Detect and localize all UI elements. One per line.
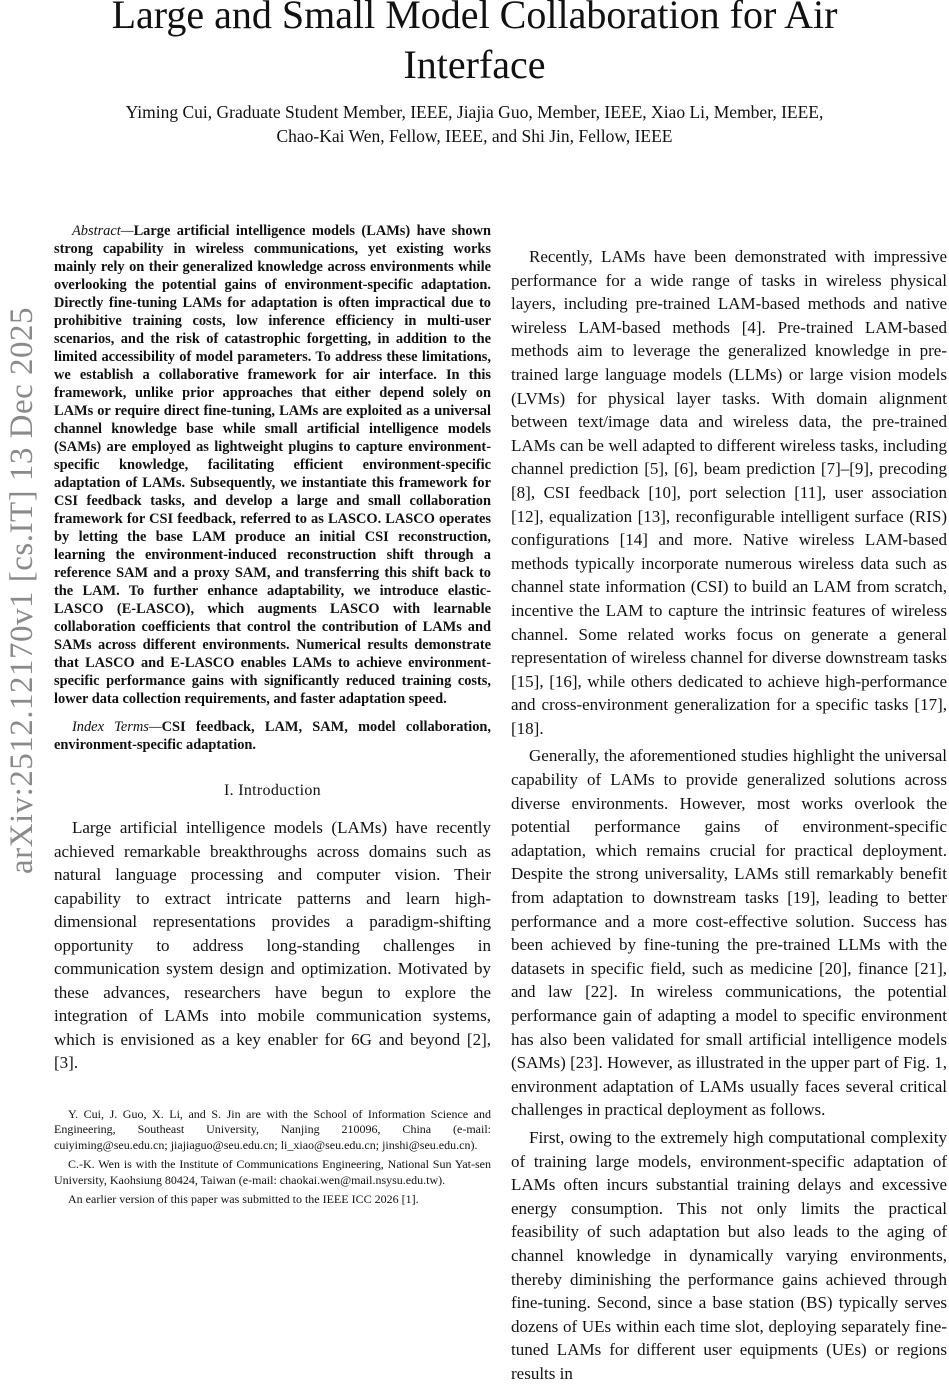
body-paragraph-challenges: First, owing to the extremely high computational complexity of training large models, environment-specific adaptation of LAMs often incurs substantial training delays and excessive energy consumption. This not only limits the practical feasibility of such adaptation but also leads to the aging of channel knowledge in dynamically varying environments, thereby diminishing the performance gains achieved through fine-tuning. Second, since a base station (BS) typically serves dozens of UEs within each time slot, deploying separately fine-tuned LAMs for different user equipments (UEs) or regions results in — [511, 1127, 947, 1383]
intro-paragraph-1: Large artificial intelligence models (LAMs) have recently achieved remarkable breakthroughs across domains such as natural language processing and computer vision. Their capability to extract intricate patterns and learn high-dimensional representations provides a paradigm-shifting opportunity to address long-standing challenges in communication system design and optimization. Motivated by these advances, researchers have begun to explore the integration of LAMs into mobile communication systems, which is envisioned as a key enabler for 6G and beyond [2], [3]. — [54, 818, 491, 1072]
footnotes — [54, 1107, 491, 1208]
index-terms — [54, 718, 491, 754]
footnote-affiliation-seu: Y. Cui, J. Guo, X. Li, and S. Jin are with the School of Information Science and Engineering, Southeast University, Nanjing 210096, China (e-mail: cuiyiming@seu.edu.cn; jiajiaguo@seu.edu.cn; li_xiao@seu.edu.cn; jinshi@seu.edu.cn). — [54, 1106, 491, 1152]
author-list — [90, 100, 859, 148]
paper-title: Large and Small Model Collaboration for Air Interface — [111, 0, 838, 87]
section-heading-introduction: I. Introduction — [224, 782, 321, 799]
right-column — [511, 245, 947, 1390]
authors-line-1: Yiming Cui, Graduate Student Member, IEEE, Jiajia Guo, Member, IEEE, Xiao Li, Member, IEEE, — [125, 102, 824, 122]
footnote-affiliation-nsysu: C.-K. Wen is with the Institute of Communications Engineering, National Sun Yat-sen University, Kaohsiung 80424, Taiwan (e-mail: chaokai.wen@mail.nsysu.edu.tw). — [54, 1157, 491, 1187]
index-terms-text: CSI feedback, LAM, SAM, model collaboration, environment-specific adaptation. — [54, 719, 492, 753]
body-paragraph-lam-methods: Recently, LAMs have been demonstrated with impressive performance for a wide range of tasks in wireless physical layers, including pre-trained LAM-based methods and native wireless LAM-based methods [4]. Pre-trained LAM-based methods aim to leverage the generalized knowledge in pre-trained large language models (LLMs) or large vision models (LVMs) for physical layer tasks. With domain alignment between text/image data and wireless data, the pre-trained LAMs can be well adapted to different wireless tasks, including channel prediction [5], [6], beam prediction [7]–[9], precoding [8], CSI feedback [10], port selection [11], user association [12], equalization [13], reconfigurable intelligent surface (RIS) configurations [14] and more. Native wireless LAM-based methods typically incorporate numerous wireless data such as channel state information (CSI) to build an LAM from scratch, incentive the LAM to capture the intrinsic features of wireless channel. Some related works focus on generate a general representation of wireless channel for diverse downstream tasks [15], [16], while others dedicated to achieve high-performance and cross-environment generalization for a specific tasks [17], [18]. — [511, 247, 947, 738]
body-paragraph-adaptation: Generally, the aforementioned studies highlight the universal capability of LAMs to provide generalized solutions across diverse environments. However, most works overlook the potential performance gains of environment-specific adaptation, which remains crucial for practical deployment. Despite the strong universality, LAMs still remarkably benefit from adaptation to downstream tasks [19], leading to better performance and a more cost-effective solution. Success has been achieved by fine-tuning the pre-trained LLMs with the datasets in specific field, such as medicine [20], finance [21], and law [22]. In wireless communications, the potential performance gain of adapting a model to specific environment has also been validated for small artificial intelligence models (SAMs) [23]. However, as illustrated in the upper part of Fig. 1, environment adaptation of LAMs usually faces several critical challenges in practical deployment as follows. — [511, 746, 947, 1120]
footnote-earlier-version: An earlier version of this paper was submitted to the IEEE ICC 2026 [1]. — [68, 1192, 419, 1206]
authors-line-2: Chao-Kai Wen, Fellow, IEEE, and Shi Jin, Fellow, IEEE — [276, 126, 673, 146]
arxiv-identifier: arXiv:2512.12170v1 [cs.IT] 13 Dec 2025 — [4, 306, 41, 874]
index-terms-label: Index Terms— — [72, 719, 162, 735]
left-column — [54, 222, 491, 1212]
abstract-label: Abstract— — [72, 223, 134, 239]
abstract — [54, 222, 491, 708]
abstract-text: Large artificial intelligence models (LAMs) have shown strong capability in wireless communications, yet existing works mainly rely on their generalized knowledge across environments while overlooking the potential gains of environment-specific adaptation. Directly fine-tuning LAMs for adaptation is often impractical due to prohibitive training costs, low inference efficiency in multi-user scenarios, and the risk of catastrophic forgetting, in addition to the limited accessibility of model parameters. To address these limitations, we establish a collaborative framework for air interface. In this framework, unlike prior approaches that either depend solely on LAMs or require direct fine-tuning, LAMs are exploited as a universal channel knowledge base while small artificial intelligence models (SAMs) are employed as lightweight plugins to capture environment-specific knowledge, facilitating efficient environment-specific adaptation of LAMs. Subsequently, we instantiate this framework for CSI feedback tasks, and develop a large and small collaboration framework for CSI feedback, referred to as LASCO. LASCO operates by letting the base LAM produce an initial CSI reconstruction, learning the environment-induced reconstruction shift through a reference SAM and a proxy SAM, and transferring this shift back to the LAM. To further enhance adaptability, we introduce elastic-LASCO (E-LASCO), which augments LASCO with learnable collaboration coefficients that control the contribution of LAMs and SAMs across different environments. Numerical results demonstrate that LASCO and E-LASCO enables LAMs to achieve environment-specific performance gains with significantly reduced training costs, lower data collection requirements, and faster adaptation speed. — [54, 223, 491, 707]
arxiv-sidebar — [0, 290, 46, 890]
